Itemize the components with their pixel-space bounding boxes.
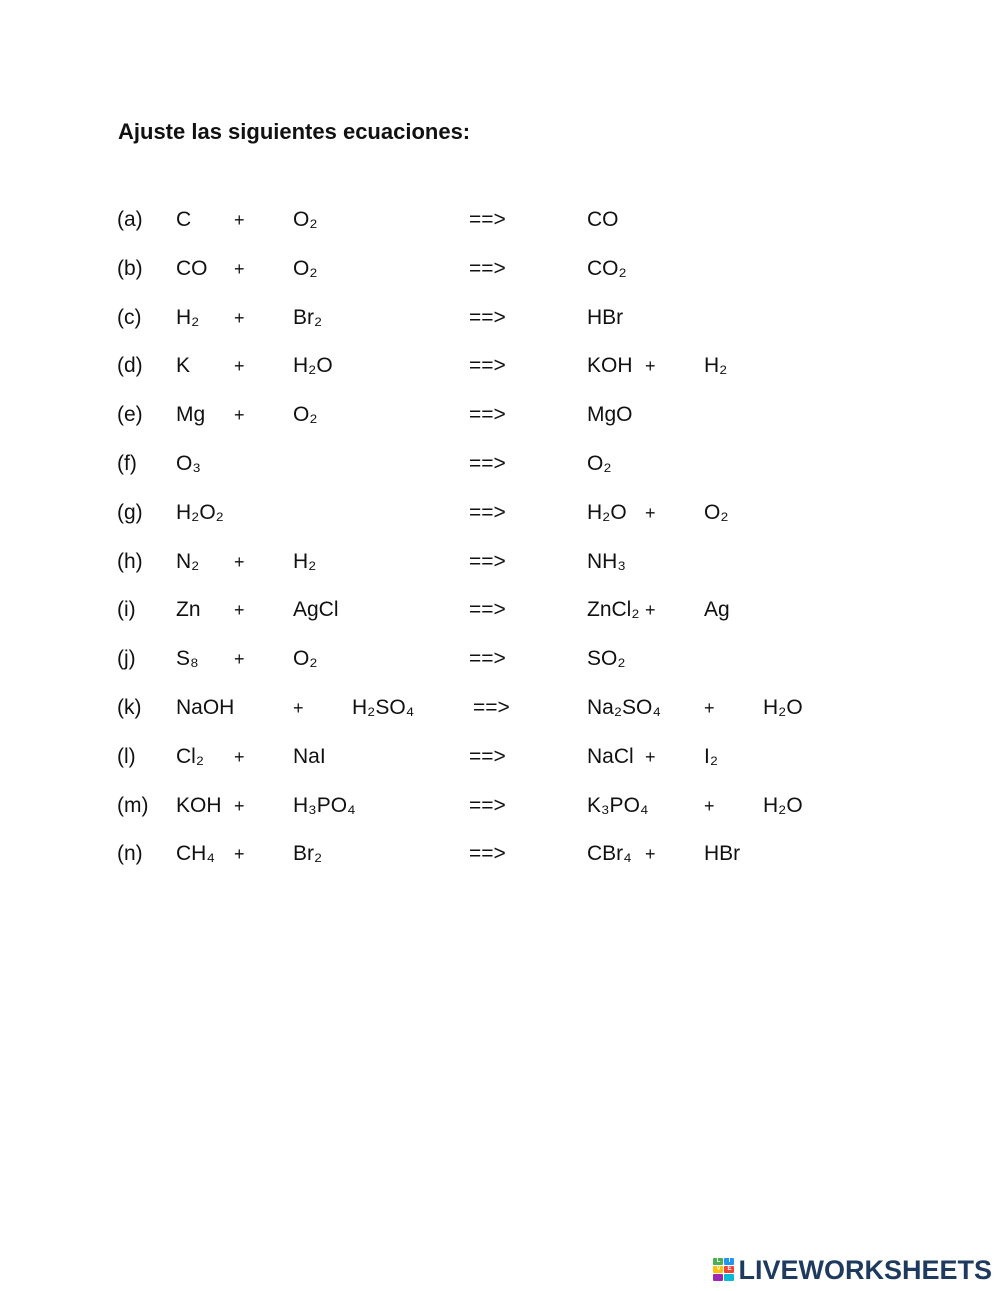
- reactant-1: O₃: [176, 451, 201, 475]
- reactant-2: AgCl: [293, 598, 339, 622]
- yields-arrow: ==>: [469, 842, 506, 866]
- plus-sign: +: [234, 405, 245, 426]
- equation-row: [0, 830, 1000, 879]
- equation-label: (l): [117, 744, 136, 768]
- plus-sign: +: [704, 697, 715, 718]
- product-2: I₂: [704, 744, 718, 768]
- product-2: HBr: [704, 842, 741, 866]
- plus-sign: +: [234, 795, 245, 816]
- reactant-1: H₂O₂: [176, 500, 224, 524]
- product-2: O₂: [704, 500, 729, 524]
- product-1: H₂O: [587, 500, 627, 524]
- reactant-2: H₃PO₄: [293, 793, 356, 817]
- yields-arrow: ==>: [469, 354, 506, 378]
- logo-icon-block: L: [713, 1258, 723, 1265]
- product-1: K₃PO₄: [587, 793, 649, 817]
- yields-arrow: ==>: [469, 744, 506, 768]
- plus-sign: +: [234, 844, 245, 865]
- product-1: HBr: [587, 305, 624, 329]
- equation-row: [0, 586, 1000, 635]
- logo-icon-block: E: [724, 1266, 734, 1273]
- reactant-2: NaI: [293, 744, 326, 768]
- reactant-1: C: [176, 208, 192, 231]
- yields-arrow: ==>: [469, 793, 506, 817]
- reactant-2: H₂: [293, 549, 317, 573]
- equation-label: (c): [117, 305, 142, 329]
- equation-label: (a): [117, 208, 143, 231]
- reactant-2: H₂O: [293, 354, 333, 378]
- yields-arrow: ==>: [469, 500, 506, 524]
- equation-row: [0, 782, 1000, 831]
- plus-sign: +: [234, 551, 245, 572]
- reactant-1: N₂: [176, 549, 200, 573]
- plus-sign: +: [234, 600, 245, 621]
- reactant-1: H₂: [176, 305, 200, 329]
- equation-label: (h): [117, 549, 143, 573]
- reactant-2: O₂: [293, 647, 318, 671]
- reactant-1: Mg: [176, 403, 206, 427]
- plus-sign: +: [645, 600, 656, 621]
- product-1: O₂: [587, 451, 612, 475]
- plus-sign: +: [234, 746, 245, 767]
- logo-icon-block: [724, 1274, 734, 1281]
- plus-sign: +: [645, 356, 656, 377]
- equation-label: (n): [117, 842, 143, 866]
- product-1: CO₂: [587, 256, 627, 280]
- reactant-1: CO: [176, 256, 208, 280]
- equation-label: (g): [117, 500, 143, 524]
- equation-row: [0, 391, 1000, 440]
- equation-label: (i): [117, 598, 136, 622]
- product-2: H₂: [704, 354, 728, 378]
- reactant-2: O₂: [293, 208, 318, 231]
- product-1: CBr₄: [587, 842, 632, 866]
- logo-icon-block: V: [713, 1266, 723, 1273]
- reactant-1: CH₄: [176, 842, 215, 866]
- logo-icon-block: [713, 1274, 723, 1281]
- equation-row: [0, 733, 1000, 782]
- plus-sign: +: [293, 697, 304, 718]
- plus-sign: +: [234, 307, 245, 328]
- equation-label: (k): [117, 695, 142, 719]
- product-2: Ag: [704, 598, 730, 622]
- equation-label: (b): [117, 256, 143, 280]
- plus-sign: +: [645, 746, 656, 767]
- logo-icon-block: I: [724, 1258, 734, 1265]
- reactant-1: Cl₂: [176, 744, 204, 768]
- equation-row: [0, 538, 1000, 587]
- liveworksheets-logo-icon: [713, 1258, 735, 1282]
- reactant-1: K: [176, 354, 191, 378]
- product-1: NH₃: [587, 549, 626, 573]
- equation-row: [0, 245, 1000, 294]
- yields-arrow: ==>: [469, 256, 506, 280]
- plus-sign: +: [704, 795, 715, 816]
- reactant-1: Zn: [176, 598, 201, 622]
- yields-arrow: ==>: [469, 647, 506, 671]
- product-1: KOH: [587, 354, 633, 378]
- reactant-2: O₂: [293, 403, 318, 427]
- logo-text: LIVEWORKSHEETS: [738, 1254, 992, 1285]
- yields-arrow: ==>: [469, 451, 506, 475]
- yields-arrow: ==>: [469, 403, 506, 427]
- equation-row: [0, 684, 1000, 733]
- reactant-1: NaOH: [176, 695, 235, 719]
- reactant-2: H₂SO₄: [352, 695, 415, 719]
- equation-label: (e): [117, 403, 143, 427]
- equation-row: [0, 294, 1000, 343]
- product-1: MgO: [587, 403, 633, 427]
- liveworksheets-logo: [713, 1255, 992, 1285]
- plus-sign: +: [234, 356, 245, 377]
- equation-row: [0, 489, 1000, 538]
- page-title: Ajuste las siguientes ecuaciones:: [118, 119, 471, 144]
- plus-sign: +: [645, 502, 656, 523]
- plus-sign: +: [234, 649, 245, 670]
- plus-sign: +: [645, 844, 656, 865]
- equation-label: (d): [117, 354, 143, 378]
- equation-label: (m): [117, 793, 149, 817]
- reactant-2: O₂: [293, 256, 318, 280]
- yields-arrow: ==>: [469, 598, 506, 622]
- yields-arrow: ==>: [469, 305, 506, 329]
- equation-list: [0, 196, 1000, 879]
- product-1: Na₂SO₄: [587, 695, 661, 719]
- product-1: NaCl: [587, 744, 634, 768]
- equation-row: [0, 196, 1000, 245]
- reactant-2: Br₂: [293, 842, 323, 866]
- plus-sign: +: [234, 258, 245, 279]
- product-1: SO₂: [587, 647, 626, 671]
- plus-sign: +: [234, 210, 245, 230]
- product-1: ZnCl₂: [587, 598, 640, 622]
- reactant-1: S₈: [176, 647, 199, 671]
- equation-label: (j): [117, 647, 136, 671]
- equation-row: [0, 342, 1000, 391]
- yields-arrow: ==>: [473, 695, 510, 719]
- yields-arrow: ==>: [469, 549, 506, 573]
- reactant-2: Br₂: [293, 305, 323, 329]
- equation-row: [0, 635, 1000, 684]
- equation-label: (f): [117, 451, 137, 475]
- equation-row: [0, 440, 1000, 489]
- reactant-1: KOH: [176, 793, 222, 817]
- yields-arrow: ==>: [469, 208, 506, 231]
- product-2: H₂O: [763, 793, 803, 817]
- product-2: H₂O: [763, 695, 803, 719]
- product-1: CO: [587, 208, 619, 231]
